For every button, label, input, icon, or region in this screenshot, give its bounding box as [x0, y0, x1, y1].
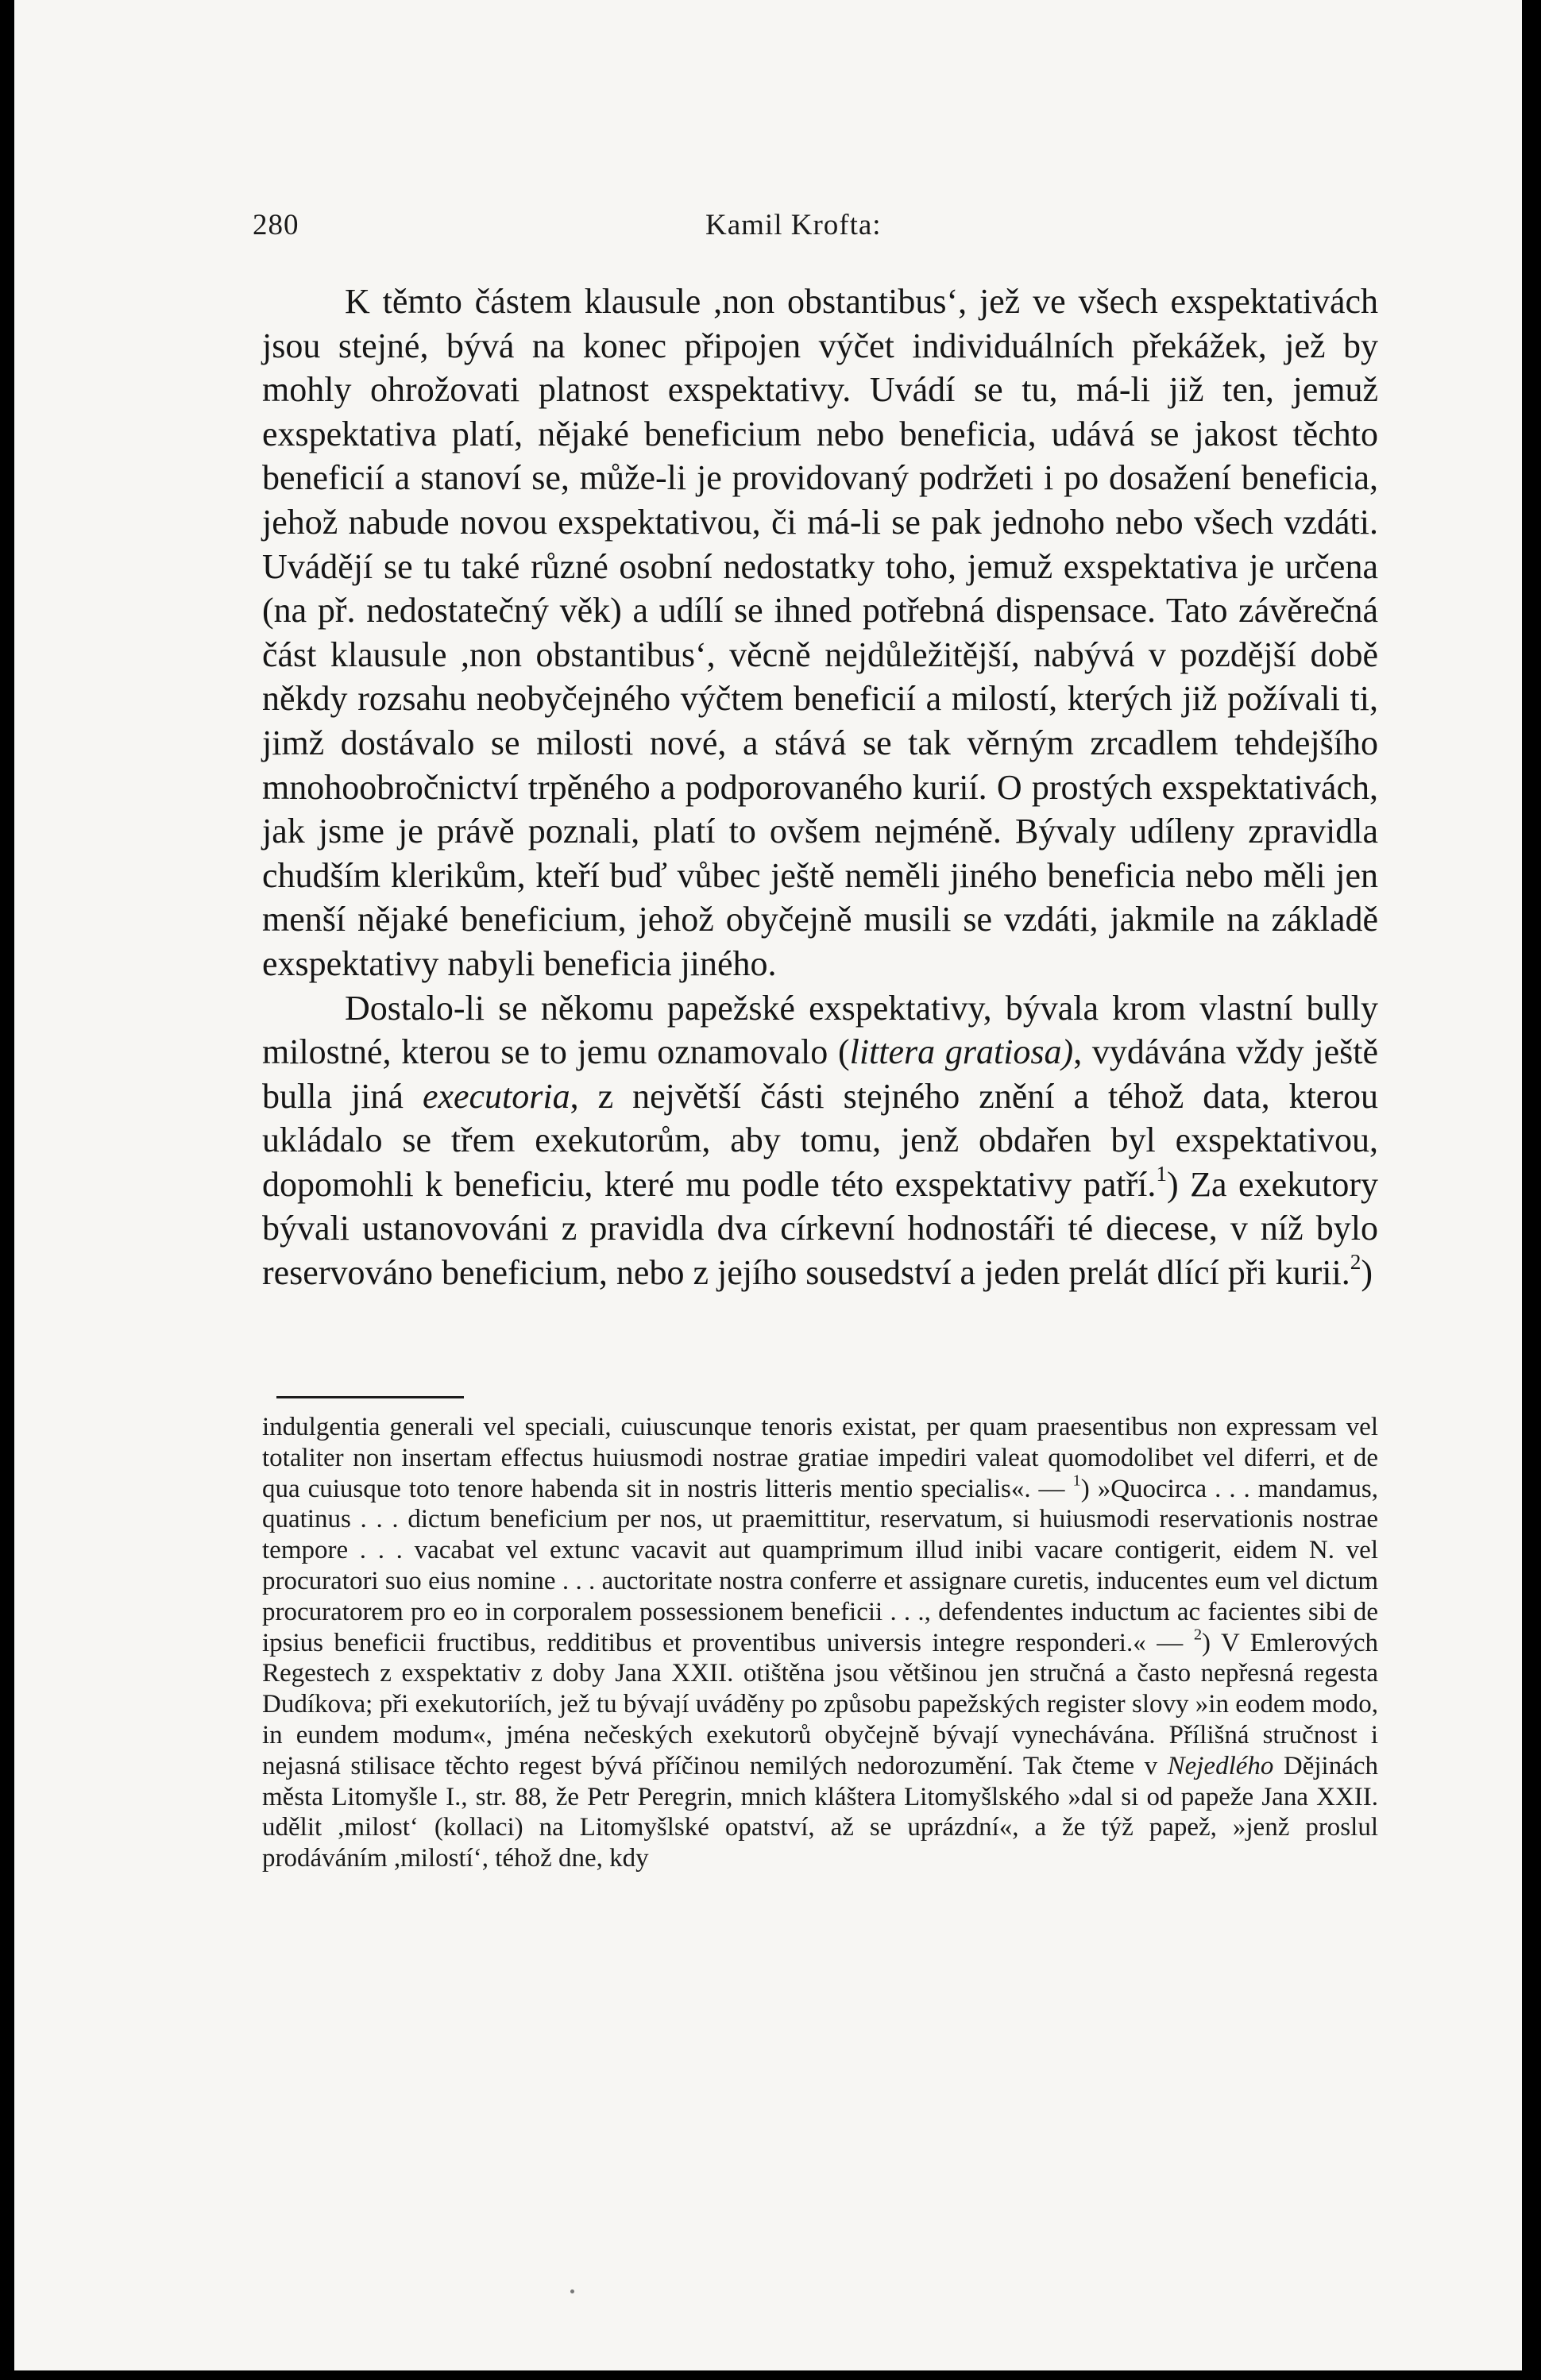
book-page	[14, 0, 1522, 2370]
footnote-marker: 1	[1156, 1161, 1167, 1186]
paragraph-text: , vydávána vždy ještě bulla jiná	[262, 1032, 1378, 1116]
footnote-segment: ) V Emlerových Regestech z exspektativ z doby Jana XXII. otištěna jsou většinou jen stručná a často nepřesná regesta Dudíkova; při exekutoriích, jež tu bývají uváděny po způsobu papežských register slovy »in eodem modo, in eundem modum«, jména nečeských exekutorů obyčejně bývají vynechávána. Přílišná stručnost i nejasná stilisace těchto regest bývá příčinou nemilých nedorozumění. Tak čteme v	[262, 1628, 1379, 1780]
author-name: Nejedlého	[1167, 1751, 1274, 1780]
paragraph	[262, 280, 1378, 986]
page-number: 280	[253, 209, 299, 241]
footnote-segment: Dějinách města Litomyšle I., str. 88, že Petr Peregrin, mnich kláštera Litomyšlského »dal si od papeže Jana XXII. udělit ,milost‘ (kollaci) na Litomyšlské opatství, až se uprázdní«, a že týž papež, »jenž proslul prodáváním ,milostí‘, téhož dne, kdy	[262, 1751, 1378, 1873]
footnote-number: 1	[1072, 1472, 1081, 1490]
main-text	[262, 280, 1378, 1295]
paragraph-text: , z největší části stejného znění a téhož data, kterou ukládalo se třem exekutorům, aby tomu, jenž obdařen byl exspektativou, dopomohli k beneficiu, které mu podle této exspektativy patří.	[262, 1076, 1378, 1204]
paragraph-text: Dostalo-li se někomu papežské exspektativy, bývala krom vlastní bully milostné, kterou se to jemu oznamovalo (	[262, 988, 1378, 1072]
paragraph-text: )	[1361, 1253, 1373, 1293]
page-header	[14, 208, 1522, 256]
paragraph-text: K těmto částem klausule ,non obstantibus‘, jež ve všech exspektativách jsou stejné, bývá na konec připojen výčet individuálních překážek, jež by mohly ohrožovati platnost exspektativy. Uvádí se tu, má-li již ten, jemuž exspektativa platí, nějaké beneficium nebo beneficia, udává se jakost těchto beneficií a stanoví se, může-li je providovaný podržeti i po dosažení beneficia, jehož nabude novou exspektativou, či má-li se pak jednoho nebo všech vzdáti. Uvádějí se tu také různé osobní nedostatky toho, jemuž exspektativa je určena (na př. nedostatečný věk) a udílí se ihned potřebná dispensace. Tato závěrečná část klausule ,non obstantibus‘, věcně nejdůležitější, nabývá v pozdější době někdy rozsahu neobyčejného výčtem beneficií a milostí, kterých již požívali ti, jimž dostávalo se milosti nové, a stává se tak věrným zrcadlem tehdejšího mnohoobročnictví trpěného a podporovaného kurií. O prostých exspektativách, jak jsme je právě poznali, platí to ovšem nejméně. Bývaly udíleny zpravidla chudším klerikům, kteří buď vůbec ještě neměli jiného beneficia nebo měli jen menší nějaké beneficium, jehož obyčejně musili se vzdáti, jakmile na základě exspektativy nabyli beneficia jiného.	[262, 282, 1378, 983]
footnote-segment: indulgentia generali vel speciali, cuiuscunque tenoris existat, per quam praesentibus non expressam vel totaliter non insertam effectus huiusmodi nostrae gratiae impediri valeat quomodolibet vel diferri, et de qua cuiusque toto tenore habenda sit in nostris litteris mentio specialis«. —	[262, 1413, 1378, 1503]
footnote-text	[262, 1412, 1378, 1874]
footnote-marker: 2	[1350, 1249, 1361, 1274]
footnote-segment: ) »Quocirca . . . mandamus, quatinus . . . dictum beneficium per nos, ut praemittitur, reservatum, si huiusmodi reservationis nostrae tempore . . . vacabat vel extunc vacavit aut quamprimum illud inibi vacare contigerit, eidem N. vel procuratori suo eius nomine . . . auctoritate nostra conferre et assignare curetis, inducentes eum vel dictum procuratorem pro eo in corporalem possessionem beneficii . . ., defendentes inductum ac facientes sibi de ipsius beneficii fructibus, redditibus et proventibus universis integre responderi.« —	[262, 1474, 1378, 1657]
footnote-number: 2	[1193, 1626, 1203, 1644]
paragraph	[262, 986, 1378, 1295]
running-head: Kamil Krofta:	[705, 209, 882, 241]
print-speck	[570, 2289, 574, 2293]
footnote-rule	[276, 1396, 464, 1398]
latin-term: littera gratiosa)	[849, 1032, 1074, 1072]
paragraph-text: ) Za exekutory bývali ustanovováni z pravidla dva církevní hodnostáři té diecese, v níž bylo reservováno beneficium, nebo z jejího sousedství a jeden prelát dlící při kurii.	[262, 1164, 1378, 1293]
footnotes	[262, 1412, 1378, 1874]
latin-term: executoria	[422, 1076, 570, 1116]
